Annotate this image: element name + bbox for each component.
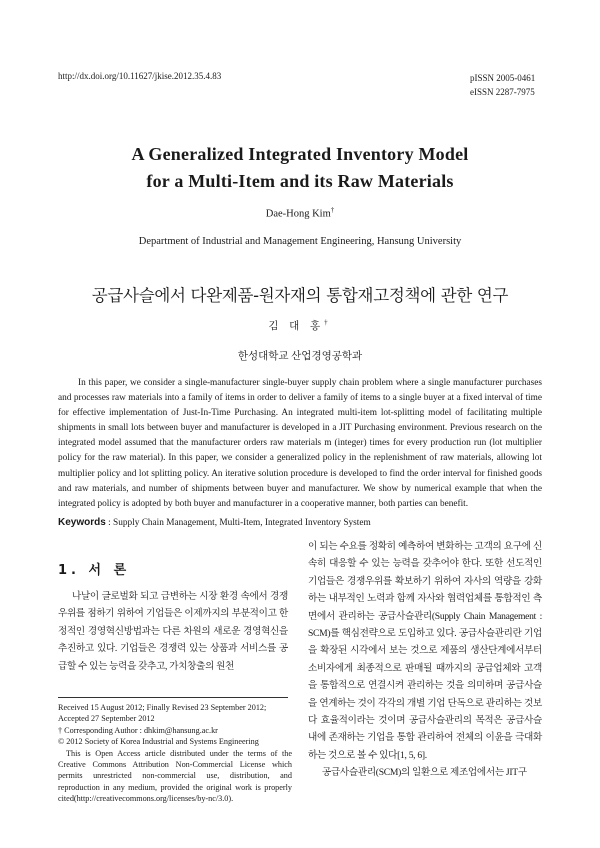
intro-paragraph-1: 나날이 글로벌화 되고 급변하는 시장 환경 속에서 경쟁우위를 점하기 위하여 기업들은 이제까지의 부분적이고 한정적인 경영혁신방법과는 다른 차원의 새로운 경영혁신을 추진하고 있다. 기업들은 경쟁력 있는 상품과 서비스를 공급할 수 있는 능력을 갖추고, 가치창출의 원천 [58, 591, 288, 672]
received-date: Received 15 August 2012; Finally Revised 23 September 2012; [58, 703, 267, 712]
title-line-1: A Generalized Integrated Inventory Model [131, 144, 469, 164]
author-en [0, 206, 600, 220]
keywords-text: : Supply Chain Management, Multi-Item, Integrated Inventory System [105, 518, 371, 528]
license-text: This is Open Access article distributed under the terms of the Creative Commons Attribution Non-Commercial License which permits unrestricted non-commercial use, distribution, and reproduction in any medium, provided the original work is properly cited(http://creativecommons.org/licenses/by-nc/3.0). [58, 748, 292, 804]
copyright: © 2012 Society of Korea Industrial and Systems Engineering [58, 737, 259, 747]
paper-title-en [0, 141, 600, 195]
affiliation-en: Department of Industrial and Management Engineering, Hansung University [138, 236, 462, 247]
author-ko [0, 318, 600, 333]
corresponding-mark: † [330, 206, 335, 214]
eissn: eISSN 2287-7975 [470, 87, 535, 97]
paper-title-ko: 공급사슬에서 다완제품-원자재의 통합재고정책에 관한 연구 [91, 286, 509, 305]
affiliation-ko: 한성대학교 산업경영공학과 [237, 351, 363, 362]
corresponding-mark-ko: † [324, 318, 332, 327]
title-line-2: for a Multi-Item and its Raw Materials [146, 171, 454, 191]
body-right-column [308, 538, 542, 782]
pissn: pISSN 2005-0461 [470, 73, 536, 83]
abstract: In this paper, we consider a single-manufacturer single-buyer supply chain problem where a single manufacturer purchases and processes raw materials into a family of items in order to deliver a family of items to a single buyer at a fixed interval of time for effective implementation of Just-In-Time Purchasing. An integrated multi-item lot-splitting model of facilitating multiple shipments in small lots between buyer and manufacturer is developed in a JIT Purchasing environment. Previous research on the integrated model assumed that the manufacturer orders raw materials m (integer) times for every production run (lot multiplier policy for the raw material). In this paper, we consider a generalized policy in the replenishment of raw materials, allowing lot multiplier policy and lot splitting policy. An iterative solution procedure is developed to find the order interval for finished goods and raw materials, and number of shipments between buyer and manufacturer. We show by numerical example that when the integrated policy is adopted by both buyer and manufacturer in a cooperative manner, both parties can benefit. [58, 378, 542, 509]
author-name-en: Dae-Hong Kim [265, 208, 331, 220]
keywords [58, 517, 542, 528]
section-heading: 1. 서 론 [58, 563, 131, 578]
doi-link[interactable]: http://dx.doi.org/10.11627/jkise.2012.35.4.83 [58, 71, 222, 81]
footnote-divider [58, 697, 288, 698]
issn-block [470, 71, 542, 99]
intro-paragraph-1-cont: 이 되는 수요를 정확히 예측하여 변화하는 고객의 요구에 신속히 대응할 수 있는 능력을 갖추어야 한다. 또한 선도적인 기업들은 경쟁우위를 확보하기 위하여 자사의 역량을 강화하는 내부적인 노력과 함께 자사와 협력업체를 통합적인 측면에서 관리하는 공급사슬관리(Supply Chain Management : SCM)를 핵심전략으로 도입하고 있다. 공급사슬관리란 기업을 확장된 시각에서 보는 것으로 제품의 생산단계에서부터 소비자에게 최종적으로 판매될 때까지의 공급업체와 고객을 통합적으로 연결시켜 관리하는 것을 의미하며 공급사슬을 연계하는 것이 각각의 개별 기업 단독으로 관리하는 것보다 효율적이라는 것이며 공급사슬관리의 목적은 공급사슬 내에 존재하는 기업을 통합 관리하여 전체의 이윤을 극대화 하는 것으로 볼 수 있다[1, 5, 6]. [308, 541, 542, 761]
accepted-date: Accepted 27 September 2012 [58, 714, 155, 724]
corresponding-author: † Corresponding Author : dhkim@hansung.ac.kr [58, 725, 218, 735]
intro-paragraph-2: 공급사슬관리(SCM)의 일환으로 제조업에서는 JIT구 [322, 767, 527, 779]
body-left-column [58, 588, 288, 675]
author-name-ko: 김 대 홍 [268, 321, 325, 332]
keywords-label: Keywords [58, 517, 106, 528]
footnote [58, 702, 292, 805]
